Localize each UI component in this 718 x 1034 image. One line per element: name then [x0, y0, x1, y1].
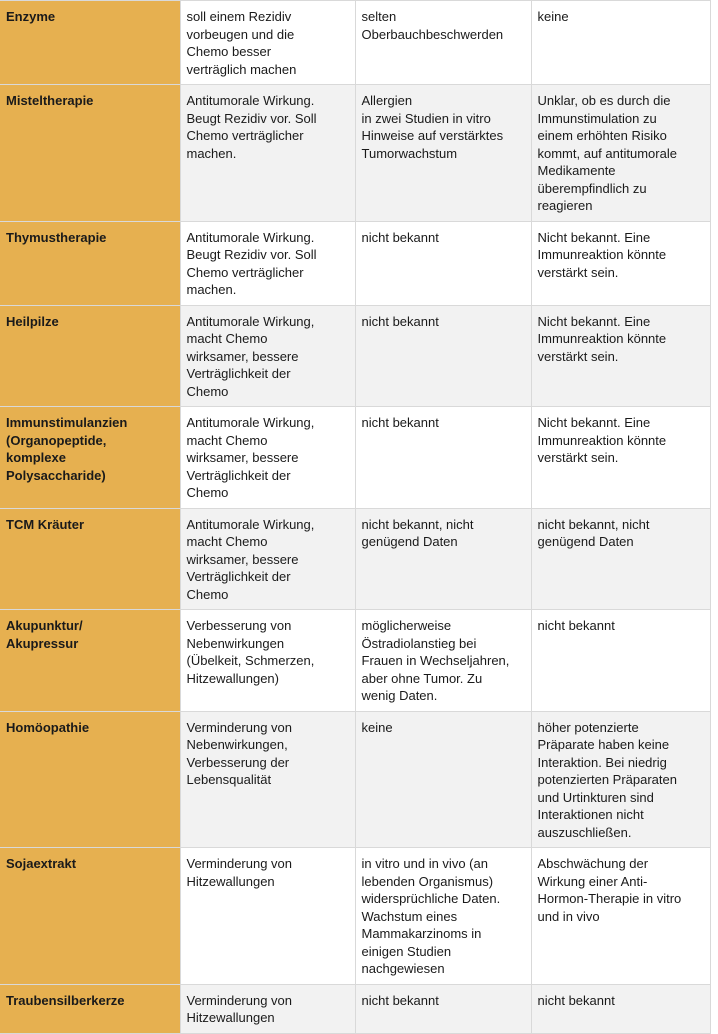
table-row: [0, 305, 710, 407]
effect-text-line: Chemo verträglicher: [186, 264, 304, 280]
interactions-text-line: Interaktion. Bei niedrig: [537, 754, 667, 770]
risks-cell: [355, 711, 531, 848]
effect-text-line: Hitzewallungen): [186, 670, 279, 686]
therapy-name-cell: [0, 1, 180, 85]
effect-cell: [180, 508, 355, 610]
therapy-name-cell: [0, 610, 180, 712]
interactions-text-line: verstärkt sein.: [537, 264, 619, 280]
interactions-text-line: Hormon-Therapie in vitro: [537, 891, 682, 906]
interactions-text-line: Nicht bekannt. Eine: [537, 415, 651, 430]
table-row: [0, 221, 710, 305]
therapy-name-text-line: Homöopathie: [6, 719, 90, 735]
interactions-text-line: Unklar, ob es durch die: [537, 93, 671, 108]
therapy-name-text-line: Heilpilze: [6, 313, 59, 329]
interactions-text-line: Präparate haben keine: [537, 737, 670, 752]
risks-text-line: Wachstum eines: [361, 908, 458, 924]
effect-text-line: Antitumorale Wirkung,: [186, 415, 315, 430]
effect-text-line: Antitumorale Wirkung.: [186, 229, 315, 245]
interactions-cell: [531, 1, 710, 85]
interactions-text-line: keine: [537, 9, 569, 24]
risks-text-line: nicht bekannt: [361, 313, 439, 329]
risks-cell: [355, 305, 531, 407]
risks-text-line: nicht bekannt, nicht: [361, 516, 474, 532]
risks-text-line: Oberbauchbeschwerden: [361, 26, 504, 42]
risks-text-line: lebenden Organismus): [361, 873, 494, 889]
effect-text-line: Chemo verträglicher: [186, 128, 304, 143]
table-row: [0, 848, 710, 985]
effect-text-line: Chemo besser: [186, 44, 272, 59]
interactions-cell: [531, 508, 710, 610]
risks-cell: [355, 984, 531, 1033]
therapy-name-text-line: komplexe: [6, 450, 66, 465]
risks-text-line: genügend Daten: [361, 534, 458, 549]
interactions-text-line: Medikamente: [537, 163, 616, 178]
therapy-name-text-line: Thymustherapie: [6, 229, 107, 245]
interactions-text-line: Immunreaktion könnte: [537, 331, 667, 346]
interactions-text-line: reagieren: [537, 198, 593, 213]
effect-text-line: Nebenwirkungen: [186, 635, 285, 651]
interactions-text-line: potenzierten Präparaten: [537, 772, 677, 787]
interactions-text-line: Immunstimulation zu: [537, 110, 657, 126]
effect-text-line: Verträglichkeit der: [186, 366, 291, 381]
risks-text-line: in zwei Studien in vitro: [361, 110, 491, 126]
interactions-text-line: und Urtinkturen sind: [537, 789, 654, 805]
risks-cell: [355, 610, 531, 712]
therapy-name-text-line: Traubensilberkerze: [6, 992, 125, 1008]
effect-text-line: macht Chemo: [186, 432, 268, 448]
risks-text-line: Östradiolanstieg bei: [361, 635, 477, 651]
table-row: [0, 85, 710, 222]
interactions-text-line: genügend Daten: [537, 534, 634, 549]
effect-text-line: machen.: [186, 282, 237, 297]
therapy-name-text-line: Sojaextrakt: [6, 856, 77, 871]
effect-cell: [180, 85, 355, 222]
effect-cell: [180, 711, 355, 848]
therapy-name-text-line: Immunstimulanzien: [6, 415, 128, 430]
therapy-name-text-line: Enzyme: [6, 9, 56, 24]
interactions-text-line: und in vivo: [537, 908, 600, 924]
therapy-name-cell: [0, 711, 180, 848]
effect-text-line: Chemo: [186, 586, 229, 602]
effect-text-line: Nebenwirkungen,: [186, 737, 288, 752]
risks-text-line: Hinweise auf verstärktes: [361, 128, 504, 143]
risks-text-line: Allergien: [361, 93, 413, 108]
effect-text-line: (Übelkeit, Schmerzen,: [186, 653, 315, 668]
effect-text-line: Chemo: [186, 485, 229, 500]
interactions-text-line: verstärkt sein.: [537, 348, 619, 364]
risks-cell: [355, 85, 531, 222]
therapy-table-body: [0, 1, 710, 1034]
interactions-cell: [531, 610, 710, 712]
table-row: [0, 508, 710, 610]
risks-text-line: nicht bekannt: [361, 415, 439, 430]
therapy-name-text-line: (Organopeptide,: [6, 432, 107, 448]
effect-cell: [180, 848, 355, 985]
effect-text-line: soll einem Rezidiv: [186, 9, 292, 24]
risks-text-line: widersprüchliche Daten.: [361, 891, 501, 906]
interactions-text-line: Nicht bekannt. Eine: [537, 313, 651, 329]
risks-text-line: Frauen in Wechseljahren,: [361, 653, 510, 668]
effect-text-line: Hitzewallungen: [186, 873, 275, 889]
risks-text-line: in vitro und in vivo (an: [361, 856, 488, 871]
interactions-cell: [531, 711, 710, 848]
effect-cell: [180, 1, 355, 85]
interactions-text-line: auszuschließen.: [537, 824, 632, 840]
risks-text-line: Mammakarzinoms in: [361, 926, 482, 941]
therapy-name-cell: [0, 508, 180, 610]
effect-text-line: Antitumorale Wirkung.: [186, 93, 315, 108]
therapy-name-cell: [0, 407, 180, 509]
interactions-text-line: verstärkt sein.: [537, 450, 619, 465]
effect-text-line: Lebensqualität: [186, 772, 272, 787]
effect-cell: [180, 984, 355, 1033]
effect-text-line: wirksamer, bessere: [186, 450, 299, 465]
interactions-text-line: nicht bekannt, nicht: [537, 516, 650, 532]
interactions-text-line: überempfindlich zu: [537, 180, 647, 196]
therapy-name-cell: [0, 984, 180, 1033]
risks-text-line: möglicherweise: [361, 618, 452, 633]
interactions-cell: [531, 848, 710, 985]
therapy-name-text-line: Akupressur: [6, 635, 79, 651]
effect-text-line: vorbeugen und die: [186, 26, 295, 42]
interactions-cell: [531, 221, 710, 305]
effect-text-line: macht Chemo: [186, 331, 268, 346]
interactions-text-line: kommt, auf antitumorale: [537, 145, 677, 161]
effect-cell: [180, 221, 355, 305]
effect-text-line: Verbesserung von: [186, 618, 292, 633]
risks-text-line: selten: [361, 9, 397, 24]
risks-cell: [355, 221, 531, 305]
therapy-name-text-line: Polysaccharide): [6, 467, 106, 483]
effect-text-line: wirksamer, bessere: [186, 551, 299, 567]
effect-cell: [180, 610, 355, 712]
interactions-text-line: Immunreaktion könnte: [537, 432, 667, 448]
interactions-cell: [531, 984, 710, 1033]
effect-text-line: Hitzewallungen: [186, 1010, 275, 1025]
therapy-name-text-line: TCM Kräuter: [6, 516, 85, 532]
effect-text-line: verträglich machen: [186, 61, 297, 77]
risks-cell: [355, 1, 531, 85]
risks-text-line: Tumorwachstum: [361, 145, 458, 161]
interactions-cell: [531, 407, 710, 509]
effect-text-line: Chemo: [186, 383, 229, 399]
therapy-name-text-line: Akupunktur/: [6, 618, 83, 633]
effect-text-line: machen.: [186, 145, 237, 161]
therapy-name-cell: [0, 85, 180, 222]
interactions-text-line: Nicht bekannt. Eine: [537, 229, 651, 245]
risks-text-line: wenig Daten.: [361, 688, 438, 703]
interactions-text-line: Interaktionen nicht: [537, 807, 644, 822]
effect-text-line: Beugt Rezidiv vor. Soll: [186, 247, 317, 262]
effect-text-line: Verträglichkeit der: [186, 569, 291, 584]
interactions-text-line: nicht bekannt: [537, 618, 615, 633]
risks-cell: [355, 407, 531, 509]
table-row: [0, 711, 710, 848]
effect-text-line: Verträglichkeit der: [186, 467, 291, 483]
effect-text-line: Verminderung von: [186, 856, 293, 871]
interactions-text-line: Wirkung einer Anti-: [537, 873, 648, 889]
interactions-text-line: nicht bekannt: [537, 992, 615, 1008]
interactions-text-line: einem erhöhten Risiko: [537, 128, 667, 143]
effect-text-line: Beugt Rezidiv vor. Soll: [186, 110, 317, 126]
therapy-name-text-line: Misteltherapie: [6, 93, 94, 108]
risks-text-line: nachgewiesen: [361, 961, 445, 976]
effect-text-line: macht Chemo: [186, 534, 268, 549]
interactions-cell: [531, 85, 710, 222]
risks-text-line: nicht bekannt: [361, 992, 439, 1008]
effect-cell: [180, 407, 355, 509]
effect-text-line: Verbesserung der: [186, 754, 290, 770]
interactions-text-line: höher potenzierte: [537, 719, 639, 735]
interactions-cell: [531, 305, 710, 407]
risks-cell: [355, 848, 531, 985]
risks-text-line: einigen Studien: [361, 943, 452, 959]
therapy-name-cell: [0, 221, 180, 305]
table-row: [0, 1, 710, 85]
interactions-text-line: Immunreaktion könnte: [537, 247, 667, 262]
risks-cell: [355, 508, 531, 610]
effect-text-line: wirksamer, bessere: [186, 348, 299, 364]
risks-text-line: aber ohne Tumor. Zu: [361, 670, 483, 686]
table-row: [0, 984, 710, 1033]
table-row: [0, 610, 710, 712]
effect-cell: [180, 305, 355, 407]
table-row: [0, 407, 710, 509]
therapy-name-cell: [0, 848, 180, 985]
interactions-text-line: Abschwächung der: [537, 856, 649, 871]
risks-text-line: keine: [361, 719, 393, 735]
effect-text-line: Antitumorale Wirkung,: [186, 313, 315, 329]
effect-text-line: Verminderung von: [186, 719, 293, 735]
effect-text-line: Antitumorale Wirkung,: [186, 516, 315, 532]
therapy-name-cell: [0, 305, 180, 407]
risks-text-line: nicht bekannt: [361, 229, 439, 245]
effect-text-line: Verminderung von: [186, 992, 293, 1008]
